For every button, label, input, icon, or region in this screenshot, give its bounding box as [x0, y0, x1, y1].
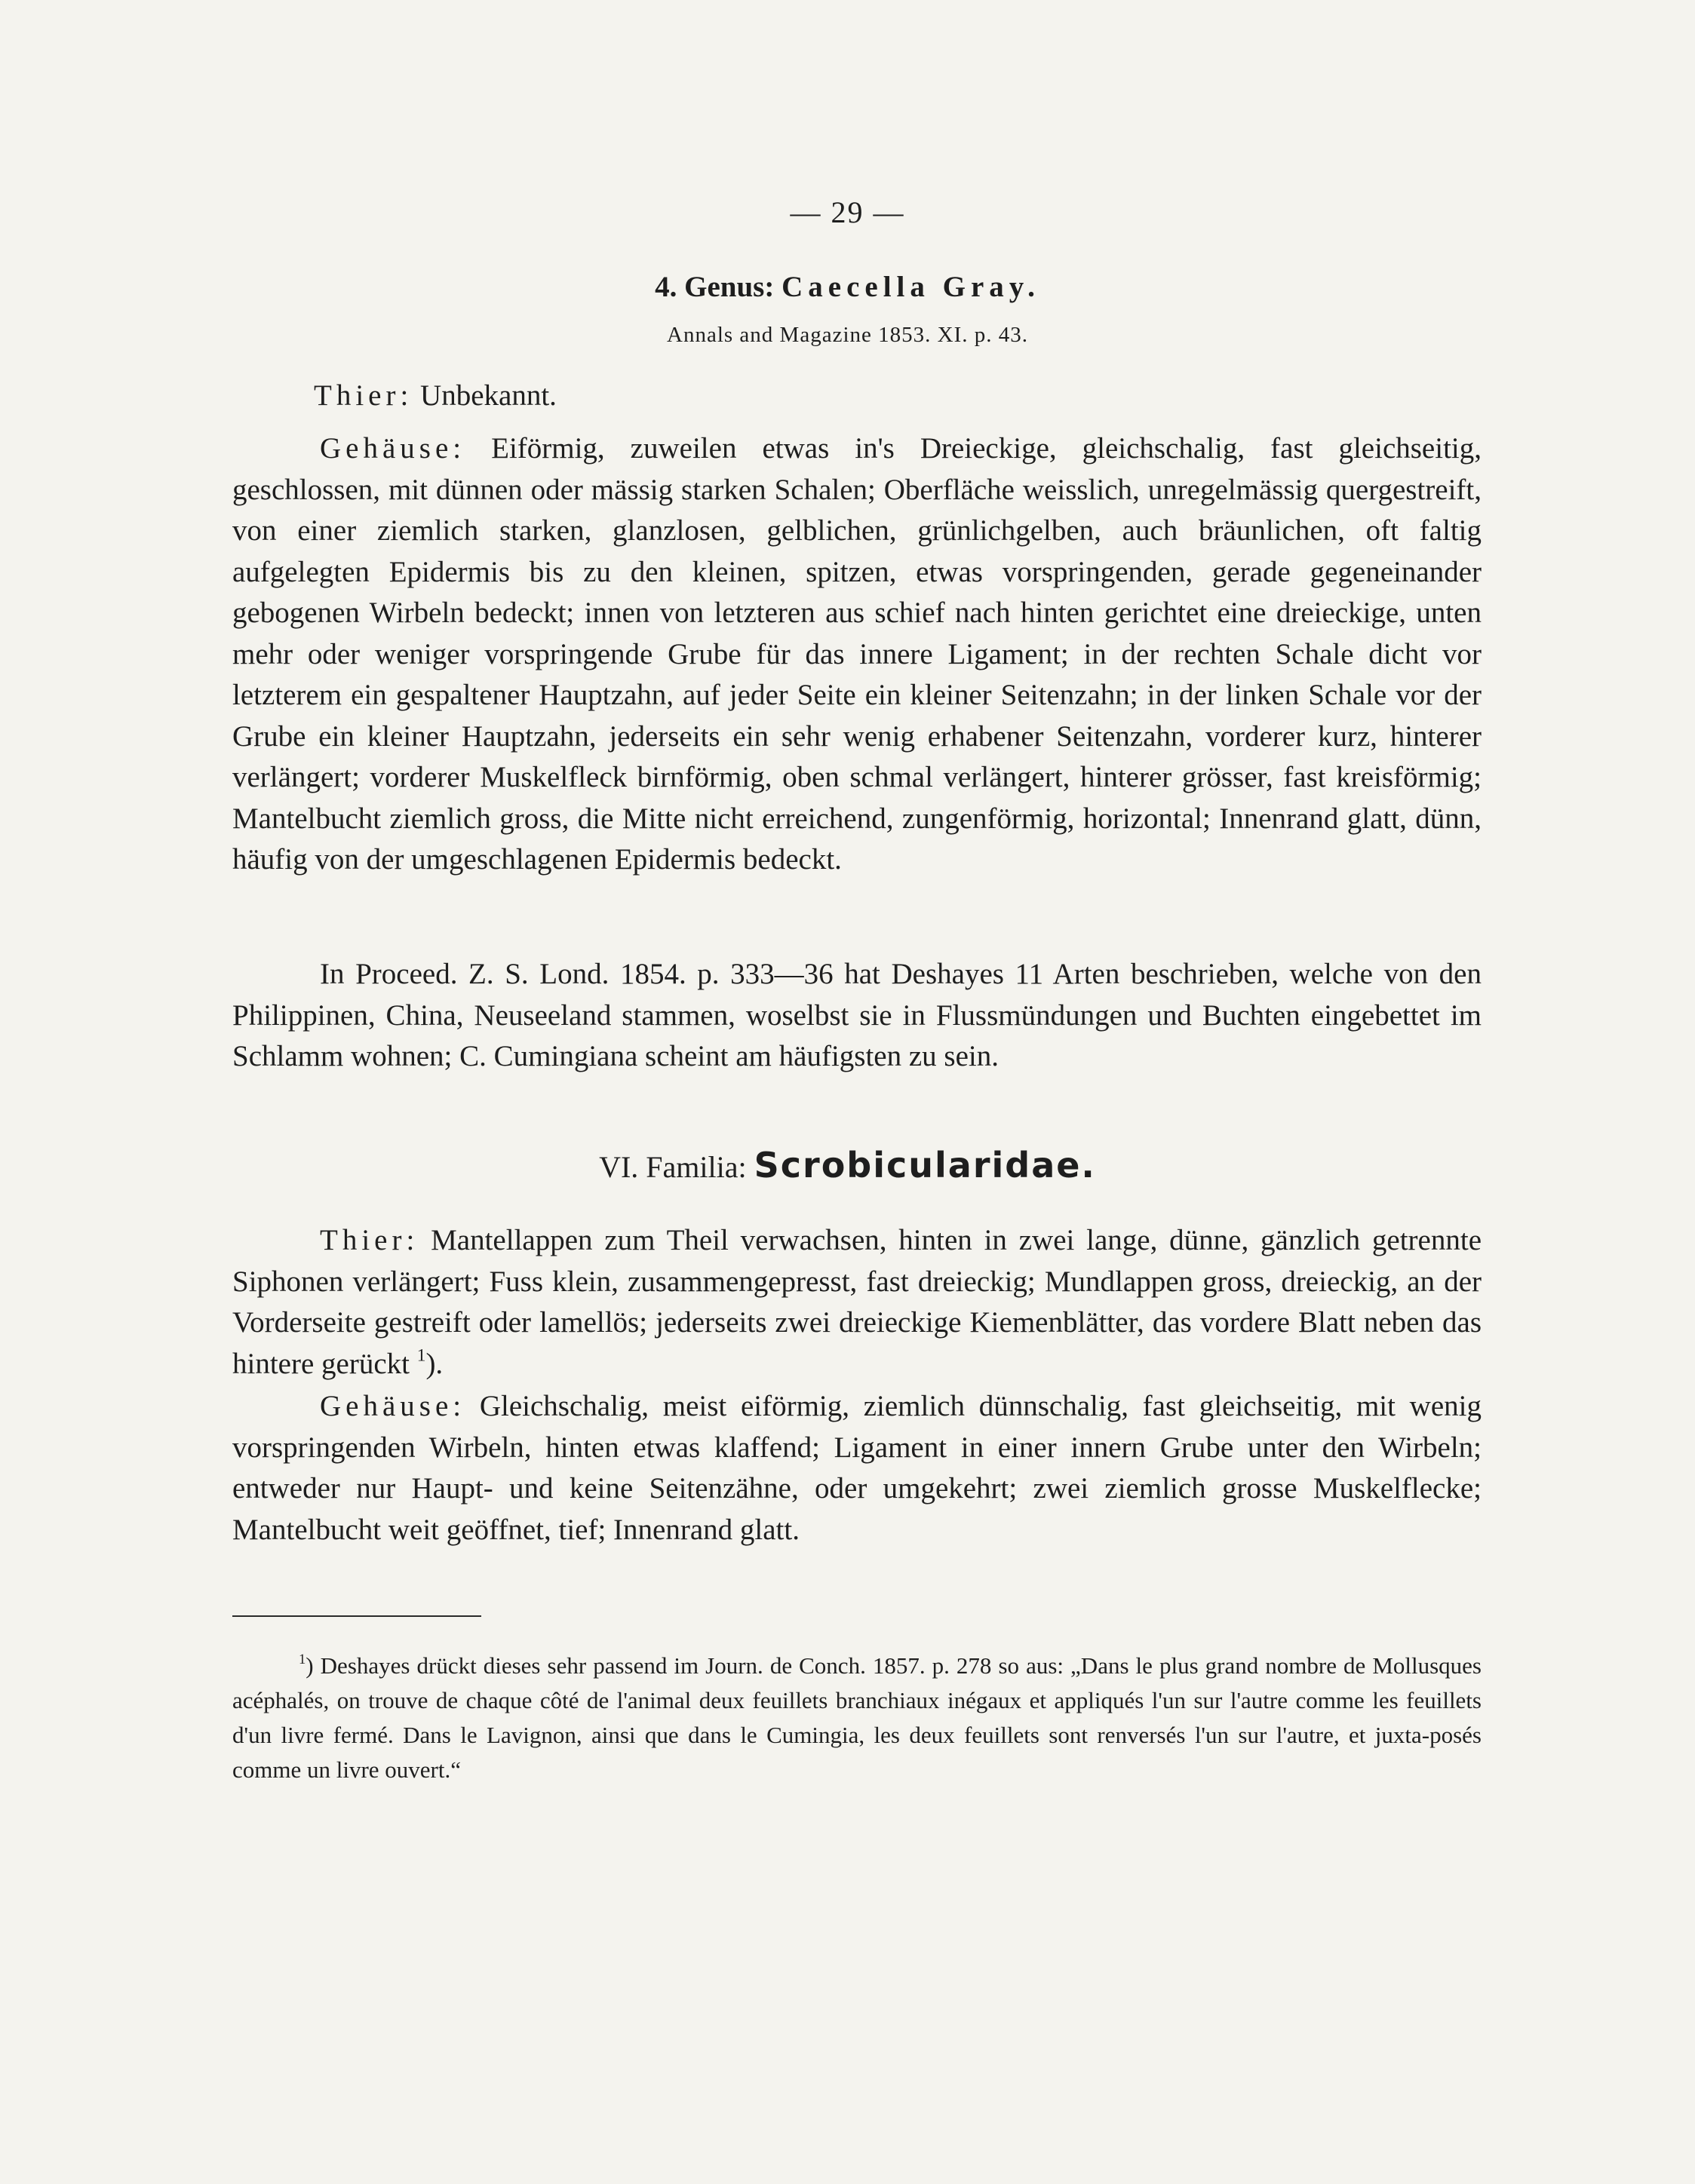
- genus-number: 4. Genus:: [655, 271, 775, 303]
- animal-text: Mantellappen zum Theil verwachsen, hinten in zwei lange, dünne, gänzlich getrennte Siphonen verlängert; Fuss klein, zusammengepresst, fast dreieckig; Mundlappen gross, dreieckig, an der Vorderseite gestreift oder lamellös; jederseits zwei dreieckige Kiemenblätter, das vordere Blatt neben das hintere gerückt: [232, 1224, 1482, 1380]
- animal-label: Thier:: [314, 379, 413, 412]
- shell-label: Gehäuse:: [320, 432, 466, 465]
- footnote-marker: 1: [299, 1651, 306, 1667]
- shell-paragraph-scrobicularidae: [232, 1386, 1482, 1551]
- footnote-divider: [232, 1615, 481, 1617]
- species-note-text: In Proceed. Z. S. Lond. 1854. p. 333—36 hat Deshayes 11 Arten beschrieben, welche von den Philippinen, China, Neuseeland stammen, woselbst sie in Flussmündungen und Buchten eingebettet im Schlamm wohnen; C. Cumingiana scheint am häufigsten zu sein.: [232, 958, 1482, 1072]
- footnote: [232, 1649, 1482, 1787]
- footnote-text: Deshayes drückt dieses sehr passend im Journ. de Conch. 1857. p. 278 so aus: „Dans le plus grand nombre de Mollusques acéphalés, on trouve de chaque côté de l'animal deux feuillets branchiaux inégaux et appliqués l'un sur l'autre comme les feuillets d'un livre fermé. Dans le Lavignon, ainsi que dans le Cumingia, les deux feuillets sont renversés l'un sur l'autre, et juxta-posés comme un livre ouvert.“: [232, 1652, 1482, 1783]
- footnote-marker-close: ): [306, 1652, 314, 1679]
- family-prefix: VI. Familia:: [599, 1150, 747, 1184]
- family-name: Scrobicularidae.: [754, 1145, 1096, 1186]
- shell-text: Eiförmig, zuweilen etwas in's Dreieckige, gleichschalig, fast gleichseitig, geschlossen, mit dünnen oder mässig starken Schalen; Oberfläche weisslich, unregelmässig quergestreift, von einer ziemlich starken, glanzlosen, gelblichen, grünlichgelben, auch bräunlichen, oft faltig aufgelegten Epidermis bis zu den kleinen, spitzen, etwas vorspringenden, gerade gegeneinander gebogenen Wirbeln bedeckt; innen von letzteren aus schief nach hinten gerichtet eine dreieckige, unten mehr oder weniger vorspringende Grube für das innere Ligament; in der rechten Schale dicht vor letzterem ein gespaltener Hauptzahn, auf jeder Seite ein kleiner Seitenzahn; in der linken Schale vor der Grube ein kleiner Hauptzahn, jederseits ein sehr wenig erhabener Seitenzahn, vorderer kurz, hinterer verlängert; vorderer Muskelfleck birnförmig, oben schmal verlängert, hinterer grösser, fast kreisförmig; Mantelbucht ziemlich gross, die Mitte nicht erreichend, zungenförmig, horizontal; Innenrand glatt, dünn, häufig von der umgeschlagenen Epidermis bedeckt.: [232, 432, 1482, 876]
- genus-name: Caecella Gray.: [781, 271, 1040, 303]
- footnote-reference[interactable]: 1: [416, 1345, 426, 1366]
- animal-paragraph-scrobicularidae: [232, 1220, 1482, 1385]
- family-heading: [0, 1145, 1695, 1186]
- shell-text: Gleichschalig, meist eiförmig, ziemlich dünnschalig, fast gleichseitig, mit wenig vorspringenden Wirbeln, hinten etwas klaffend; Ligament in einer innern Grube unter den Wirbeln; entweder nur Haupt- und keine Seitenzähne, oder umgekehrt; zwei ziemlich grosse Muskelflecke; Mantelbucht weit geöffnet, tief; Innenrand glatt.: [232, 1390, 1482, 1546]
- page-number: — 29 —: [790, 195, 905, 229]
- animal-text-end: ).: [425, 1347, 444, 1380]
- animal-paragraph-caecella: [232, 376, 1482, 417]
- genus-heading: [0, 270, 1695, 304]
- genus-reference: Annals and Magazine 1853. XI. p. 43.: [667, 323, 1028, 347]
- shell-label: Gehäuse:: [320, 1390, 466, 1422]
- species-note-paragraph: [232, 954, 1482, 1078]
- animal-label: Thier:: [320, 1224, 419, 1256]
- shell-paragraph-caecella: [232, 428, 1482, 881]
- animal-text: Unbekannt.: [420, 379, 557, 412]
